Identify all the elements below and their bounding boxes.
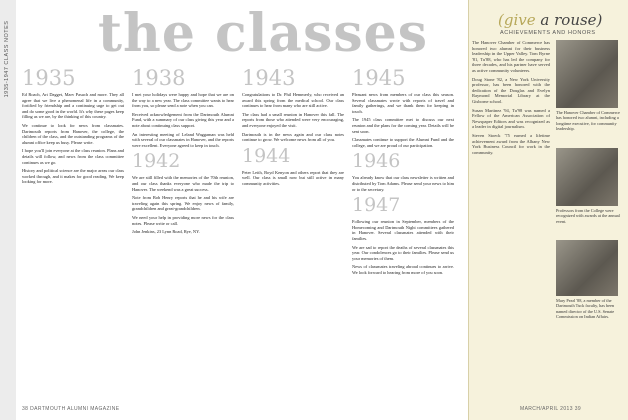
heading-give: give: [503, 11, 536, 29]
year-heading-1942: 1942: [132, 150, 181, 173]
class-note-paragraph: Congratulations to Dr. Phil Hemmerly, who received an award this spring from the medical school. Our class continues to hear from many who are still active.: [242, 92, 344, 109]
year-heading-1943: 1943: [242, 66, 296, 90]
class-note-paragraph: We are sad to report the deaths of several classmates this year. Our condolences go to their families. Please send us your memories of them.: [352, 244, 454, 261]
year-heading-1935: 1935: [22, 66, 76, 90]
class-note-paragraph: Following our reunion in September, members of the Homecoming and Dartmouth Night committees gathered in Hanover. Several classmates attended with their families.: [352, 219, 454, 241]
class-note-paragraph: We need your help in providing more news for the class notes. Please write or call.: [132, 214, 234, 226]
class-note-paragraph: News of classmates traveling abroad continues to arrive. We look forward to hearing from more of you soon.: [352, 264, 454, 275]
sidebar-paragraph: The Hanover Chamber of Commerce has honored two alumni for their business leadership in the Upper Valley. Tom Byrne '81, Tu'88, who has led the company for three decades, and his partner have served as active community volunteers.: [472, 40, 550, 73]
heading-open-paren: (: [498, 11, 504, 29]
footer-left: 38 DARTMOUTH ALUMNI MAGAZINE: [22, 406, 120, 412]
spine-label: 1935-1947 CLASS NOTES: [4, 20, 10, 98]
year-heading-1944: 1944: [242, 144, 291, 167]
class-note-paragraph: I hope you'll join everyone at the class reunion. Plans and details will follow, and news from the class committee continues as we go.: [22, 148, 124, 165]
honoree-photo-2: [556, 148, 618, 206]
year-heading-1945: 1945: [352, 66, 406, 90]
column-4: [352, 66, 454, 406]
honoree-photo-1: [556, 40, 618, 108]
class-note-paragraph: Received acknowledgement from the Dartmouth Alumni Fund, with a summary of our class giving this year and a note about continuing class support.: [132, 111, 234, 128]
spine-bar: [0, 0, 16, 420]
honoree-photo-3: [556, 240, 618, 296]
sidebar-paragraph: Susan Martinez '94, Tu'98 was named a Fellow of the American Association of Newspaper Editors and was recognized as a leader in digital journalism.: [472, 107, 550, 130]
year-heading-1947: 1947: [352, 194, 401, 217]
sidebar-heading: [498, 11, 602, 29]
column-3: [242, 66, 344, 406]
class-note-paragraph: Dartmouth is in the news again and our class notes continue to grow. We welcome news from all of you.: [242, 131, 344, 143]
class-note-paragraph: Ed Roach, Art Dagget, Marv Pasuch and more. They all agree that we live a phenomenal life in a community, fortified by friendship and a continuing urge to get out and do some good in the world. It's why these pages keep filling as we are, by the thinking of this country.: [22, 92, 124, 120]
class-note-paragraph: An interesting meeting of Leland Waggaman was held with several of our classmates in Hanover, and the reports were excellent. Everyone agreed to keep in touch.: [132, 131, 234, 148]
column-2: [132, 66, 234, 406]
class-note-paragraph: We are still filled with the memories of the 70th reunion, and our class thanks everyone who made the trip to Hanover. The weekend was a great success.: [132, 175, 234, 192]
class-note-paragraph: The 1945 class committee met to discuss our next reunion and the plans for the coming year. Details will be sent soon.: [352, 117, 454, 134]
class-note-paragraph: Note from Bob Henry reports that he and his wife are traveling again this spring. We enjoy news of family, grandchildren and great-grandchildren.: [132, 195, 234, 212]
sidebar-text: [472, 40, 550, 410]
sidebar-paragraph: Steven Stoeck '75 earned a lifetime achievement award from the Albany New York Business Council for work in the community.: [472, 132, 550, 155]
sidebar-paragraph: Doug Stone '82, a New York University professor, has been honored with the dedication of the Douglas and Evelyn Raymond Memorial Library at the Gisborne school.: [472, 76, 550, 104]
class-note-paragraph: You already know that our class newsletter is written and distributed by Tom Adams. Please send your news to him or to the secretary.: [352, 175, 454, 192]
page-title: the classes: [98, 3, 429, 64]
photo-caption: The Hanover Chamber of Commerce has honored two alumni, including a longtime executive, for community leadership.: [556, 110, 620, 132]
class-note-paragraph: The class had a small reunion in Hanover this fall. The reports from those who attended were very encouraging, and everyone enjoyed the visit.: [242, 111, 344, 128]
photo-caption: Mary Pearl '88, a member of the Dartmouth Tuck faculty, has been named director of the U.S. Senate Commission on Indian Affairs.: [556, 298, 615, 320]
heading-rest: a rouse): [540, 11, 603, 29]
class-note-paragraph: Peter Leith, Boyd Kenyon and others report that they are well. Our class is small now but still active in many community activities.: [242, 169, 344, 186]
photo-caption: Professors from the College were recognized with awards at the annual event.: [556, 208, 620, 224]
class-note-paragraph: I met your holidays were happy and hope that we are on the way to a new year. The class committee wants to hear from you, so please send a note when you can.: [132, 92, 234, 109]
year-heading-1938: 1938: [132, 66, 186, 90]
footer-right: MARCH/APRIL 2013 39: [520, 406, 582, 412]
class-note-paragraph: Pleasant news from members of our class this season. Several classmates wrote with reports of travel and family gatherings, and we thank them for keeping in touch.: [352, 92, 454, 114]
class-note-paragraph: John Jenkins, 23 Lynn Road, Rye, NY.: [132, 229, 200, 235]
class-note-paragraph: Classmates continue to support the Alumni Fund and the college, and we are proud of our participation.: [352, 137, 454, 148]
class-note-paragraph: We continue to look for news from classmates. Dartmouth reports from Hanover, the college, the children of the class, and the outstanding programs of the alumni office keep us busy. Please write.: [22, 122, 124, 145]
year-heading-1946: 1946: [352, 150, 401, 173]
sidebar-subheading: ACHIEVEMENTS AND HONORS: [500, 30, 596, 36]
class-note-paragraph: History and political science are the major areas our class worked through, and it makes for good reading. We keep looking for more.: [22, 168, 124, 185]
column-1: [22, 66, 124, 406]
